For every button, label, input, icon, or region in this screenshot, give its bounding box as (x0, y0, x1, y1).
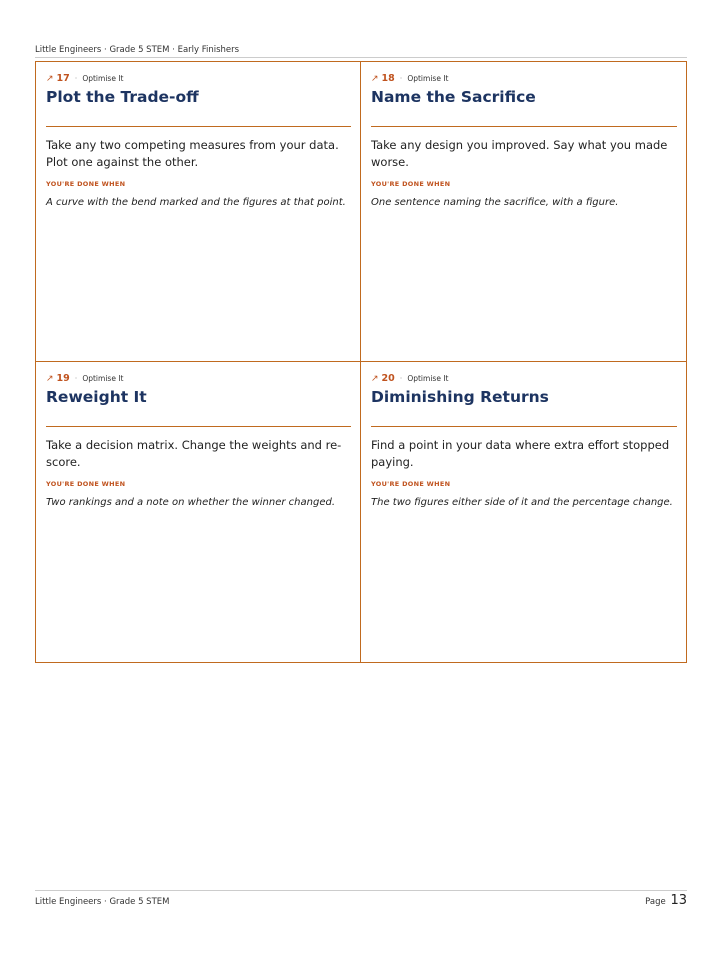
card-title: Reweight It (46, 388, 147, 406)
meta-separator: · (74, 374, 78, 383)
done-when-label: YOU'RE DONE WHEN (46, 180, 126, 188)
done-when-text: One sentence naming the sacrifice, with a figure. (371, 197, 619, 208)
page-indicator (645, 893, 687, 908)
card-meta (46, 73, 351, 85)
card-category: Optimise It (82, 74, 124, 83)
card-task: Take any design you improved. Say what you made worse. (371, 138, 668, 169)
card-divider (371, 126, 677, 127)
running-head: Little Engineers · Grade 5 STEM · Early Finishers (35, 45, 240, 55)
footer-running-title: Little Engineers · Grade 5 STEM (35, 897, 170, 907)
done-when-label: YOU'RE DONE WHEN (46, 480, 126, 488)
card-category: Optimise It (407, 74, 449, 83)
header-divider (35, 57, 687, 58)
card-divider (371, 426, 677, 427)
card-divider (46, 126, 351, 127)
page-label: Page (645, 897, 666, 907)
card-category: Optimise It (407, 374, 449, 383)
card-task: Take a decision matrix. Change the weights and re-score. (46, 438, 342, 469)
card-title: Name the Sacrifice (371, 88, 536, 106)
card-number: 17 (56, 73, 70, 84)
activity-card (36, 62, 361, 362)
activity-card (36, 362, 361, 662)
footer-divider (35, 890, 687, 891)
card-number: 20 (381, 373, 395, 384)
card-grid (35, 61, 687, 663)
card-divider (46, 426, 351, 427)
done-when-text: The two figures either side of it and the percentage change. (371, 497, 673, 508)
done-when-label: YOU'RE DONE WHEN (371, 180, 451, 188)
meta-separator: · (74, 74, 78, 83)
done-when-label: YOU'RE DONE WHEN (371, 480, 451, 488)
trend-arrow-icon: ↗ (46, 74, 54, 84)
page-number: 13 (670, 893, 687, 908)
card-number: 18 (381, 73, 395, 84)
card-meta (371, 73, 677, 85)
done-when-text: A curve with the bend marked and the figures at that point. (46, 197, 346, 208)
trend-arrow-icon: ↗ (371, 374, 379, 384)
card-meta (371, 373, 677, 385)
meta-separator: · (399, 374, 403, 383)
card-title: Diminishing Returns (371, 388, 549, 406)
trend-arrow-icon: ↗ (46, 374, 54, 384)
card-meta (46, 373, 351, 385)
card-title: Plot the Trade-off (46, 88, 199, 106)
trend-arrow-icon: ↗ (371, 74, 379, 84)
card-category: Optimise It (82, 374, 124, 383)
activity-card (361, 62, 686, 362)
meta-separator: · (399, 74, 403, 83)
card-task: Take any two competing measures from your data. Plot one against the other. (46, 138, 339, 169)
card-number: 19 (56, 373, 70, 384)
card-task: Find a point in your data where extra effort stopped paying. (371, 438, 670, 469)
activity-card (361, 362, 686, 662)
done-when-text: Two rankings and a note on whether the winner changed. (46, 497, 335, 508)
